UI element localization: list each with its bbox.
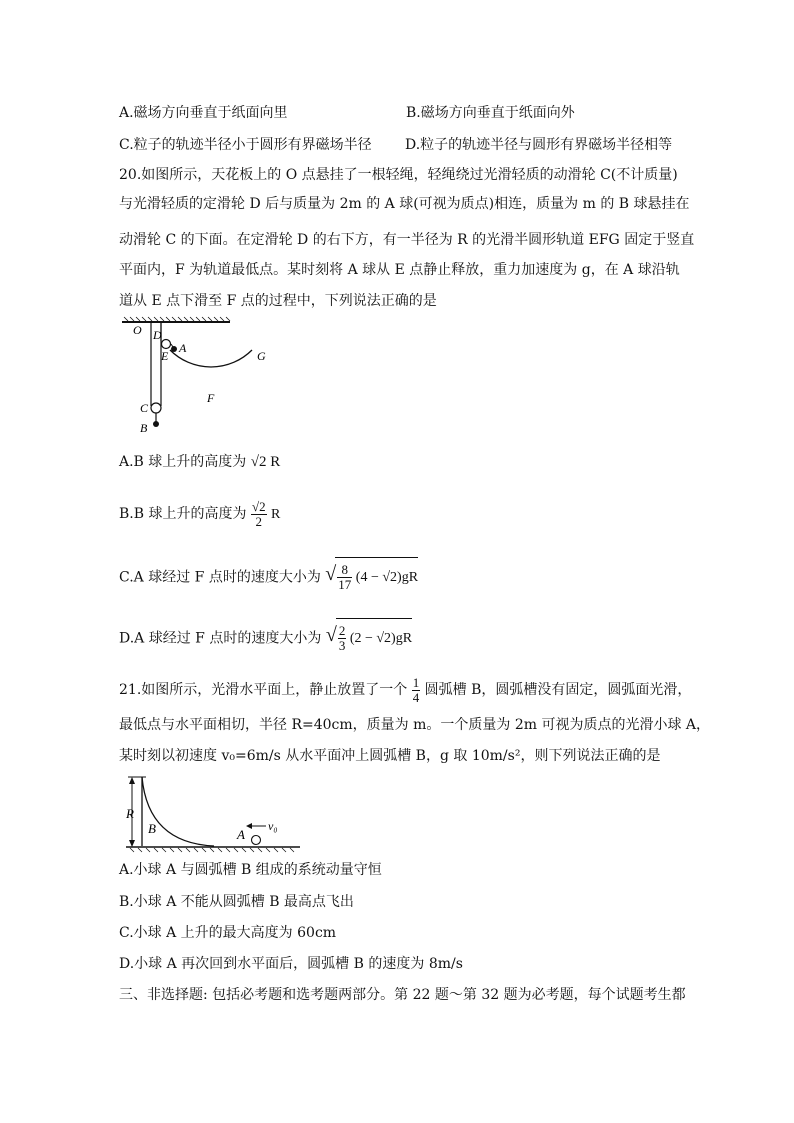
label-o: O: [133, 323, 142, 337]
fraction-numerator: 8: [337, 563, 352, 578]
q19-option-a: A.磁场方向垂直于纸面向里: [119, 105, 288, 121]
ball-b: [153, 421, 159, 427]
label-c: C: [140, 401, 149, 415]
fraction-denominator: 17: [338, 577, 352, 593]
pulley-c: [151, 403, 161, 413]
q20-option-d-radical: √ $\frac{2}{3}$ (2 − √2)gR: [336, 618, 412, 659]
q20-option-d-fraction: [338, 624, 347, 653]
q20-option-d-text: D.A 球经过 F 点时的速度大小为: [119, 630, 322, 647]
q20-option-d: [119, 618, 412, 659]
q19-option-d: D.粒子的轨迹半径与圆形有界磁场半径相等: [405, 137, 673, 153]
q20-option-b: [119, 494, 280, 535]
q20-option-b-fraction: [251, 500, 267, 529]
q21-quarter-fraction: [412, 676, 421, 705]
q20-option-c-radical: √ $\frac{8}{17}$ (4 − √2)gR: [335, 557, 418, 598]
ground-hatch: [130, 848, 294, 852]
q20-option-d-tail: (2 − √2)gR: [349, 631, 413, 646]
fraction-denominator: 3: [338, 638, 346, 654]
q20-option-b-tail: R: [271, 507, 281, 522]
fraction-numerator: 2: [338, 623, 346, 639]
fraction-numerator: √2: [251, 498, 266, 514]
ball-a: [252, 836, 261, 845]
q20-stem-line: 道从 E 点下滑至 F 点的过程中，下列说法正确的是: [119, 293, 437, 309]
q21-stem-line-1: [119, 670, 691, 710]
q20-stem-line: 平面内，F 为轨道最低点。某时刻将 A 球从 E 点静止释放，重力加速度为 g，在 A 球沿轨: [119, 262, 680, 278]
label-v0: v₀: [268, 819, 278, 833]
label-r: R: [126, 806, 134, 821]
q21-stem-text: 圆弧槽 B，圆弧槽没有固定，圆弧面光滑，: [424, 682, 692, 698]
q20-option-c: [119, 557, 418, 598]
q21-option-d: D.小球 A 再次回到水平面后，圆弧槽 B 的速度为 8m/s: [119, 956, 463, 972]
q20-stem-line: 20.如图所示，天花板上的 O 点悬挂了一根轻绳，轻绳绕过光滑轻质的动滑轮 C(不计质量): [119, 167, 678, 183]
section-3-heading: 三、非选择题: 包括必考题和选考题两部分。第 22 题～第 32 题为必考题，每个试题考生都: [119, 987, 686, 1003]
label-a: A: [179, 341, 187, 355]
q20-option-c-text: C.A 球经过 F 点时的速度大小为: [119, 569, 321, 586]
q19-option-b: B.磁场方向垂直于纸面向外: [406, 105, 575, 121]
q21-option-b: B.小球 A 不能从圆弧槽 B 最高点飞出: [119, 894, 354, 910]
ceiling-hatch: [124, 317, 230, 321]
label-b: B: [148, 821, 156, 836]
q21-stem-line-2: 最低点与水平面相切，半径 R=40cm，质量为 m。一个质量为 2m 可视为质点的光滑小球 A，: [119, 717, 711, 733]
label-b: B: [140, 421, 148, 435]
fraction-numerator: 1: [412, 674, 420, 690]
q21-stem-text: 21.如图所示，光滑水平面上，静止放置了一个: [119, 682, 408, 698]
q20-option-b-text: B.B 球上升的高度为: [119, 506, 247, 522]
q21-stem-line-3: 某时刻以初速度 v₀=6m/s 从水平面冲上圆弧槽 B，g 取 10m/s²，则下列说法正确的是: [119, 748, 661, 764]
q21-arc-groove-figure: [124, 773, 304, 853]
q21-option-c: C.小球 A 上升的最大高度为 60cm: [119, 925, 337, 941]
q20-option-c-tail: (4 − √2)gR: [355, 570, 419, 585]
fraction-denominator: 4: [412, 689, 420, 705]
q21-option-a: A.小球 A 与圆弧槽 B 组成的系统动量守恒: [119, 862, 382, 878]
label-e: E: [161, 349, 169, 363]
q20-option-a-expr: √2 R: [250, 454, 281, 470]
fraction-denominator: 2: [255, 513, 262, 529]
label-f: F: [207, 391, 215, 405]
q20-option-a: [119, 452, 280, 472]
pulley-d: [162, 340, 171, 349]
q20-stem-line: 动滑轮 C 的下面。在定滑轮 D 的右下方，有一半径为 R 的光滑半圆形轨道 EFG 固定于竖直: [119, 232, 695, 248]
label-d: D: [153, 328, 162, 342]
label-g: G: [257, 349, 266, 363]
q20-option-a-text: A.B 球上升的高度为: [119, 454, 247, 470]
label-a: A: [237, 827, 245, 842]
q20-option-c-fraction: [337, 563, 352, 592]
q19-option-c: C.粒子的轨迹半径小于圆形有界磁场半径: [119, 137, 372, 153]
q20-stem-line: 与光滑轻质的定滑轮 D 后与质量为 2m 的 A 球(可视为质点)相连，质量为 m 的 B 球悬挂在: [119, 196, 690, 212]
q20-pulley-figure: [118, 314, 288, 438]
